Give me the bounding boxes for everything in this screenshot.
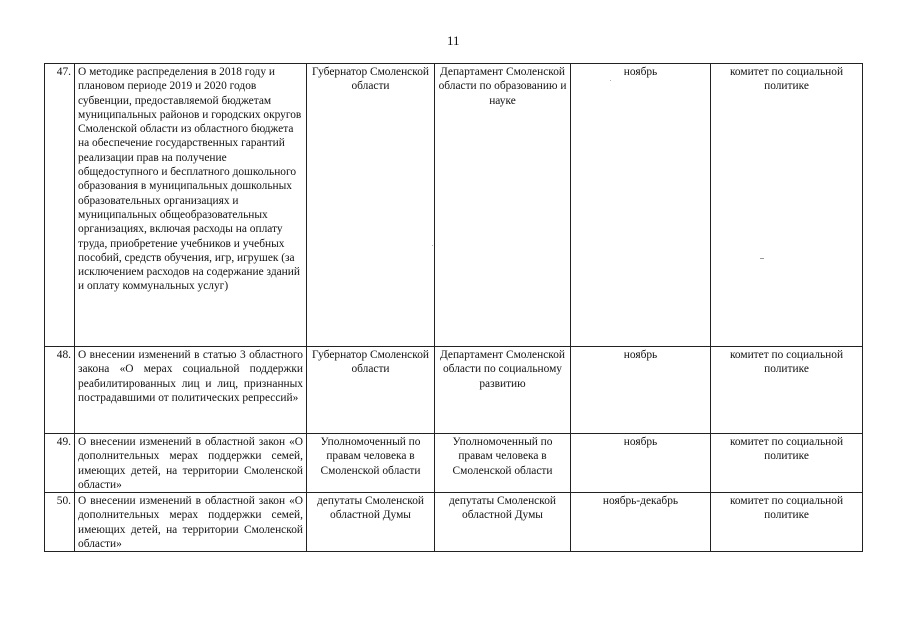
- committee-cell: комитет по социальной политике: [711, 347, 863, 434]
- initiator-cell: Уполномоченный по правам человека в Смоленской области: [307, 434, 435, 493]
- initiator-cell: Губернатор Смоленской области: [307, 347, 435, 434]
- term-cell: ноябрь: [571, 434, 711, 493]
- term-cell: ноябрь-декабрь: [571, 493, 711, 552]
- developer-cell: Департамент Смоленской области по социальному развитию: [435, 347, 571, 434]
- term-cell: ноябрь: [571, 64, 711, 347]
- scan-speck: [610, 80, 611, 81]
- bill-title: О методике распределения в 2018 году и плановом периоде 2019 и 2020 годов субвенции, предоставляемой бюджетам муниципальных районов и городских округов Смоленской области из областного бюджета на обеспечение государственных гарантий реализации прав на получение общедоступного и бесплатного дошкольного образования в муниципальных дошкольных образовательных организациях и муниципальных общеобразовательных организациях, включая расходы на оплату труда, приобретение учебников и учебных пособий, средств обучения, игр, игрушек (за исключением расходов на содержание зданий и оплату коммунальных услуг): [75, 64, 307, 347]
- term-cell: ноябрь: [571, 347, 711, 434]
- table-row: [45, 347, 863, 434]
- developer-cell: депутаты Смоленской областной Думы: [435, 493, 571, 552]
- table-row: [45, 434, 863, 493]
- committee-cell: комитет по социальной политике: [711, 493, 863, 552]
- developer-cell: Уполномоченный по правам человека в Смоленской области: [435, 434, 571, 493]
- row-number: 49.: [45, 434, 75, 493]
- bill-title: О внесении изменений в областной закон «О дополнительных мерах поддержки семей, имеющих детей, на территории Смоленской области»: [75, 434, 307, 493]
- row-number: 50.: [45, 493, 75, 552]
- table-row: [45, 493, 863, 552]
- page-number: 11: [447, 33, 460, 48]
- initiator-cell: депутаты Смоленской областной Думы: [307, 493, 435, 552]
- legislation-plan-table: [44, 63, 863, 552]
- table-row: [45, 64, 863, 347]
- committee-cell: комитет по социальной политике: [711, 64, 863, 347]
- scan-mark: [760, 258, 764, 259]
- row-number: 48.: [45, 347, 75, 434]
- row-number: 47.: [45, 64, 75, 347]
- committee-cell: комитет по социальной политике: [711, 434, 863, 493]
- bill-title: О внесении изменений в статью 3 областного закона «О мерах социальной поддержки реабилитированных лиц и лиц, признанных пострадавшими от политических репрессий»: [75, 347, 307, 434]
- initiator-cell: Губернатор Смоленской области: [307, 64, 435, 347]
- scan-speck: [432, 245, 433, 246]
- developer-cell: Департамент Смоленской области по образованию и науке: [435, 64, 571, 347]
- bill-title: О внесении изменений в областной закон «О дополнительных мерах поддержки семей, имеющих детей, на территории Смоленской области»: [75, 493, 307, 552]
